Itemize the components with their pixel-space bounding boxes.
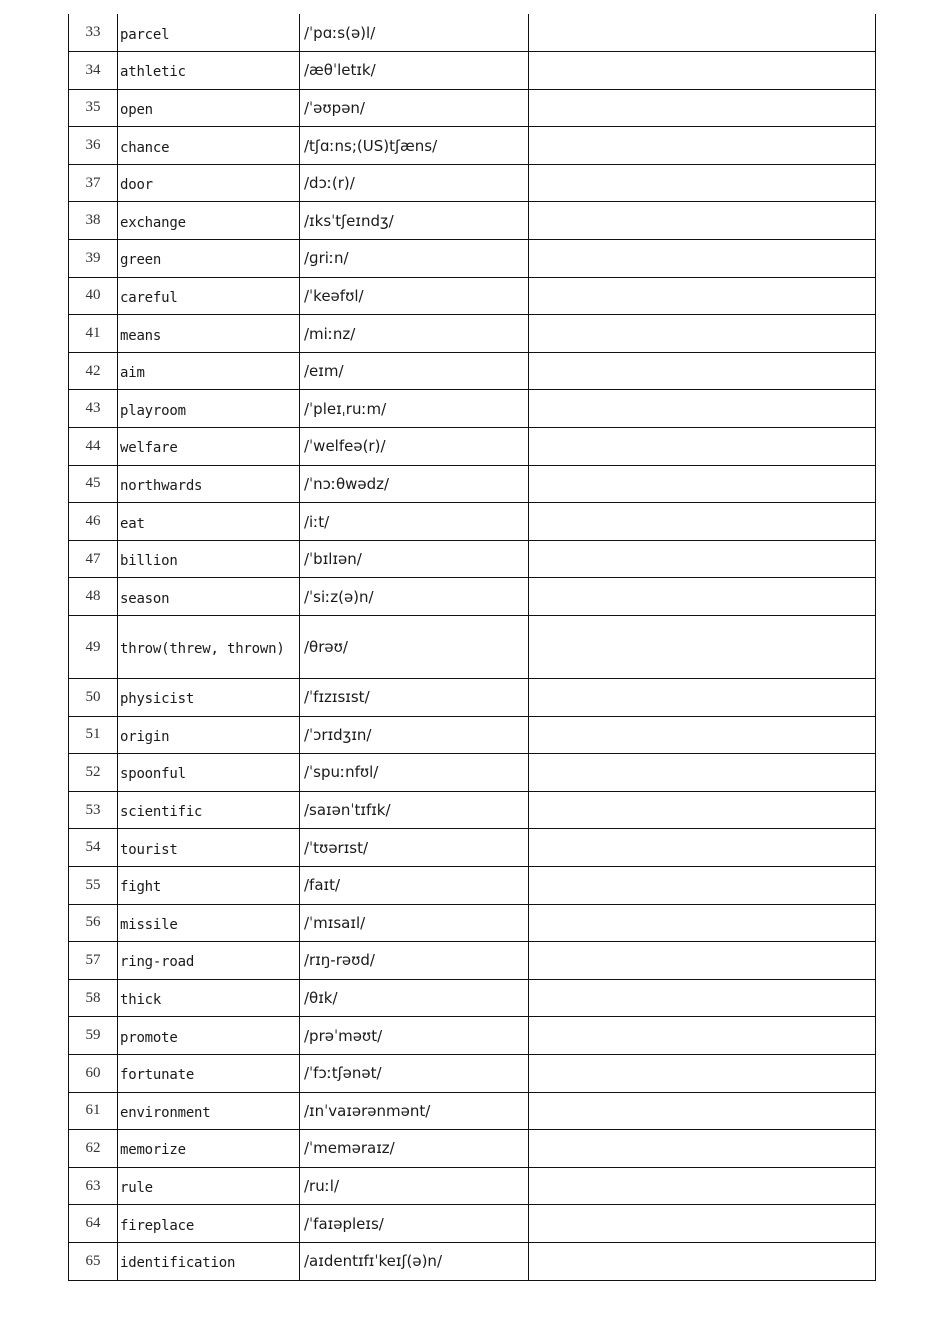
row-number: 54 bbox=[69, 829, 118, 867]
word-cell: throw(threw, thrown) bbox=[118, 616, 300, 679]
table-row bbox=[69, 277, 876, 315]
table-row bbox=[69, 202, 876, 240]
table-row bbox=[69, 89, 876, 127]
blank-answer-cell bbox=[529, 390, 876, 428]
row-number: 34 bbox=[69, 52, 118, 90]
pronunciation-cell: /ɪnˈvaɪərənmənt/ bbox=[300, 1092, 529, 1130]
pronunciation-cell: /aɪdentɪfɪˈkeɪʃ(ə)n/ bbox=[300, 1242, 529, 1280]
table-row bbox=[69, 240, 876, 278]
word-cell: exchange bbox=[118, 202, 300, 240]
pronunciation-cell: /ˈpleɪˌruːm/ bbox=[300, 390, 529, 428]
word-cell: scientific bbox=[118, 791, 300, 829]
pronunciation-cell: /æθˈletɪk/ bbox=[300, 52, 529, 90]
pronunciation-cell: /ˈsiːz(ə)n/ bbox=[300, 578, 529, 616]
pronunciation-cell: /ˈmeməraɪz/ bbox=[300, 1130, 529, 1168]
blank-answer-cell bbox=[529, 240, 876, 278]
pronunciation-cell: /ˈfaɪəpleɪs/ bbox=[300, 1205, 529, 1243]
word-cell: fortunate bbox=[118, 1054, 300, 1092]
row-number: 49 bbox=[69, 616, 118, 679]
pronunciation-cell: /tʃɑːns;(US)tʃæns/ bbox=[300, 127, 529, 165]
pronunciation-cell: /dɔː(r)/ bbox=[300, 164, 529, 202]
pronunciation-cell: /ˈwelfeə(r)/ bbox=[300, 428, 529, 466]
pronunciation-cell: /miːnz/ bbox=[300, 315, 529, 353]
table-row bbox=[69, 540, 876, 578]
table-row bbox=[69, 1054, 876, 1092]
table-row bbox=[69, 14, 876, 52]
row-number: 45 bbox=[69, 465, 118, 503]
table-row bbox=[69, 791, 876, 829]
vocabulary-table-body bbox=[69, 14, 876, 1280]
row-number: 37 bbox=[69, 164, 118, 202]
pronunciation-cell: /eɪm/ bbox=[300, 352, 529, 390]
row-number: 41 bbox=[69, 315, 118, 353]
row-number: 39 bbox=[69, 240, 118, 278]
blank-answer-cell bbox=[529, 866, 876, 904]
table-row bbox=[69, 616, 876, 679]
pronunciation-cell: /saɪənˈtɪfɪk/ bbox=[300, 791, 529, 829]
word-cell: means bbox=[118, 315, 300, 353]
table-row bbox=[69, 428, 876, 466]
word-cell: promote bbox=[118, 1017, 300, 1055]
pronunciation-cell: /ɡriːn/ bbox=[300, 240, 529, 278]
word-cell: chance bbox=[118, 127, 300, 165]
table-row bbox=[69, 1130, 876, 1168]
word-cell: physicist bbox=[118, 679, 300, 717]
row-number: 46 bbox=[69, 503, 118, 541]
table-row bbox=[69, 904, 876, 942]
word-cell: aim bbox=[118, 352, 300, 390]
row-number: 53 bbox=[69, 791, 118, 829]
pronunciation-cell: /ruːl/ bbox=[300, 1167, 529, 1205]
row-number: 47 bbox=[69, 540, 118, 578]
blank-answer-cell bbox=[529, 942, 876, 980]
blank-answer-cell bbox=[529, 616, 876, 679]
table-row bbox=[69, 829, 876, 867]
table-row bbox=[69, 390, 876, 428]
word-cell: season bbox=[118, 578, 300, 616]
word-cell: rule bbox=[118, 1167, 300, 1205]
word-cell: careful bbox=[118, 277, 300, 315]
table-row bbox=[69, 465, 876, 503]
row-number: 57 bbox=[69, 942, 118, 980]
pronunciation-cell: /ˈtʊərɪst/ bbox=[300, 829, 529, 867]
pronunciation-cell: /θɪk/ bbox=[300, 979, 529, 1017]
blank-answer-cell bbox=[529, 127, 876, 165]
blank-answer-cell bbox=[529, 979, 876, 1017]
word-cell: northwards bbox=[118, 465, 300, 503]
row-number: 48 bbox=[69, 578, 118, 616]
word-cell: fireplace bbox=[118, 1205, 300, 1243]
blank-answer-cell bbox=[529, 904, 876, 942]
word-cell: door bbox=[118, 164, 300, 202]
word-cell: ring-road bbox=[118, 942, 300, 980]
blank-answer-cell bbox=[529, 1167, 876, 1205]
table-row bbox=[69, 1092, 876, 1130]
pronunciation-cell: /ˈpɑːs(ə)l/ bbox=[300, 14, 529, 52]
table-row bbox=[69, 352, 876, 390]
row-number: 59 bbox=[69, 1017, 118, 1055]
blank-answer-cell bbox=[529, 14, 876, 52]
pronunciation-cell: /ˈbɪlɪən/ bbox=[300, 540, 529, 578]
blank-answer-cell bbox=[529, 428, 876, 466]
row-number: 51 bbox=[69, 716, 118, 754]
table-row bbox=[69, 679, 876, 717]
row-number: 38 bbox=[69, 202, 118, 240]
pronunciation-cell: /ˈspuːnfʊl/ bbox=[300, 754, 529, 792]
row-number: 61 bbox=[69, 1092, 118, 1130]
word-cell: eat bbox=[118, 503, 300, 541]
table-row bbox=[69, 1242, 876, 1280]
pronunciation-cell: /ˈɔrɪdʒɪn/ bbox=[300, 716, 529, 754]
blank-answer-cell bbox=[529, 465, 876, 503]
blank-answer-cell bbox=[529, 754, 876, 792]
row-number: 64 bbox=[69, 1205, 118, 1243]
pronunciation-cell: /ˈfɪzɪsɪst/ bbox=[300, 679, 529, 717]
blank-answer-cell bbox=[529, 1242, 876, 1280]
blank-answer-cell bbox=[529, 315, 876, 353]
word-cell: billion bbox=[118, 540, 300, 578]
pronunciation-cell: /ɪksˈtʃeɪndʒ/ bbox=[300, 202, 529, 240]
word-cell: memorize bbox=[118, 1130, 300, 1168]
blank-answer-cell bbox=[529, 277, 876, 315]
blank-answer-cell bbox=[529, 1017, 876, 1055]
word-cell: thick bbox=[118, 979, 300, 1017]
row-number: 65 bbox=[69, 1242, 118, 1280]
row-number: 42 bbox=[69, 352, 118, 390]
pronunciation-cell: /iːt/ bbox=[300, 503, 529, 541]
row-number: 33 bbox=[69, 14, 118, 52]
blank-answer-cell bbox=[529, 791, 876, 829]
blank-answer-cell bbox=[529, 679, 876, 717]
table-row bbox=[69, 942, 876, 980]
blank-answer-cell bbox=[529, 202, 876, 240]
row-number: 50 bbox=[69, 679, 118, 717]
pronunciation-cell: /ˈkeəfʊl/ bbox=[300, 277, 529, 315]
blank-answer-cell bbox=[529, 540, 876, 578]
blank-answer-cell bbox=[529, 716, 876, 754]
table-row bbox=[69, 716, 876, 754]
word-cell: spoonful bbox=[118, 754, 300, 792]
vocabulary-table bbox=[68, 14, 876, 1281]
word-cell: green bbox=[118, 240, 300, 278]
blank-answer-cell bbox=[529, 1092, 876, 1130]
row-number: 36 bbox=[69, 127, 118, 165]
pronunciation-cell: /ˈfɔːtʃənət/ bbox=[300, 1054, 529, 1092]
blank-answer-cell bbox=[529, 52, 876, 90]
blank-answer-cell bbox=[529, 829, 876, 867]
blank-answer-cell bbox=[529, 503, 876, 541]
pronunciation-cell: /ˈəʊpən/ bbox=[300, 89, 529, 127]
table-row bbox=[69, 866, 876, 904]
row-number: 63 bbox=[69, 1167, 118, 1205]
row-number: 56 bbox=[69, 904, 118, 942]
word-cell: athletic bbox=[118, 52, 300, 90]
word-cell: environment bbox=[118, 1092, 300, 1130]
row-number: 58 bbox=[69, 979, 118, 1017]
word-cell: fight bbox=[118, 866, 300, 904]
table-row bbox=[69, 1017, 876, 1055]
table-row bbox=[69, 127, 876, 165]
table-row bbox=[69, 979, 876, 1017]
word-cell: parcel bbox=[118, 14, 300, 52]
word-cell: playroom bbox=[118, 390, 300, 428]
blank-answer-cell bbox=[529, 578, 876, 616]
row-number: 60 bbox=[69, 1054, 118, 1092]
row-number: 52 bbox=[69, 754, 118, 792]
table-row bbox=[69, 52, 876, 90]
word-cell: identification bbox=[118, 1242, 300, 1280]
blank-answer-cell bbox=[529, 352, 876, 390]
pronunciation-cell: /θrəʊ/ bbox=[300, 616, 529, 679]
row-number: 55 bbox=[69, 866, 118, 904]
pronunciation-cell: /ˈnɔːθwədz/ bbox=[300, 465, 529, 503]
blank-answer-cell bbox=[529, 1130, 876, 1168]
blank-answer-cell bbox=[529, 164, 876, 202]
pronunciation-cell: /prəˈməʊt/ bbox=[300, 1017, 529, 1055]
pronunciation-cell: /ˈmɪsaɪl/ bbox=[300, 904, 529, 942]
word-cell: welfare bbox=[118, 428, 300, 466]
blank-answer-cell bbox=[529, 1205, 876, 1243]
blank-answer-cell bbox=[529, 1054, 876, 1092]
blank-answer-cell bbox=[529, 89, 876, 127]
word-cell: open bbox=[118, 89, 300, 127]
pronunciation-cell: /faɪt/ bbox=[300, 866, 529, 904]
table-row bbox=[69, 164, 876, 202]
table-row bbox=[69, 754, 876, 792]
table-row bbox=[69, 578, 876, 616]
row-number: 44 bbox=[69, 428, 118, 466]
table-row bbox=[69, 503, 876, 541]
pronunciation-cell: /rɪŋ-rəʊd/ bbox=[300, 942, 529, 980]
word-cell: origin bbox=[118, 716, 300, 754]
row-number: 35 bbox=[69, 89, 118, 127]
row-number: 43 bbox=[69, 390, 118, 428]
word-cell: tourist bbox=[118, 829, 300, 867]
row-number: 40 bbox=[69, 277, 118, 315]
word-cell: missile bbox=[118, 904, 300, 942]
table-row bbox=[69, 315, 876, 353]
row-number: 62 bbox=[69, 1130, 118, 1168]
table-row bbox=[69, 1205, 876, 1243]
table-row bbox=[69, 1167, 876, 1205]
